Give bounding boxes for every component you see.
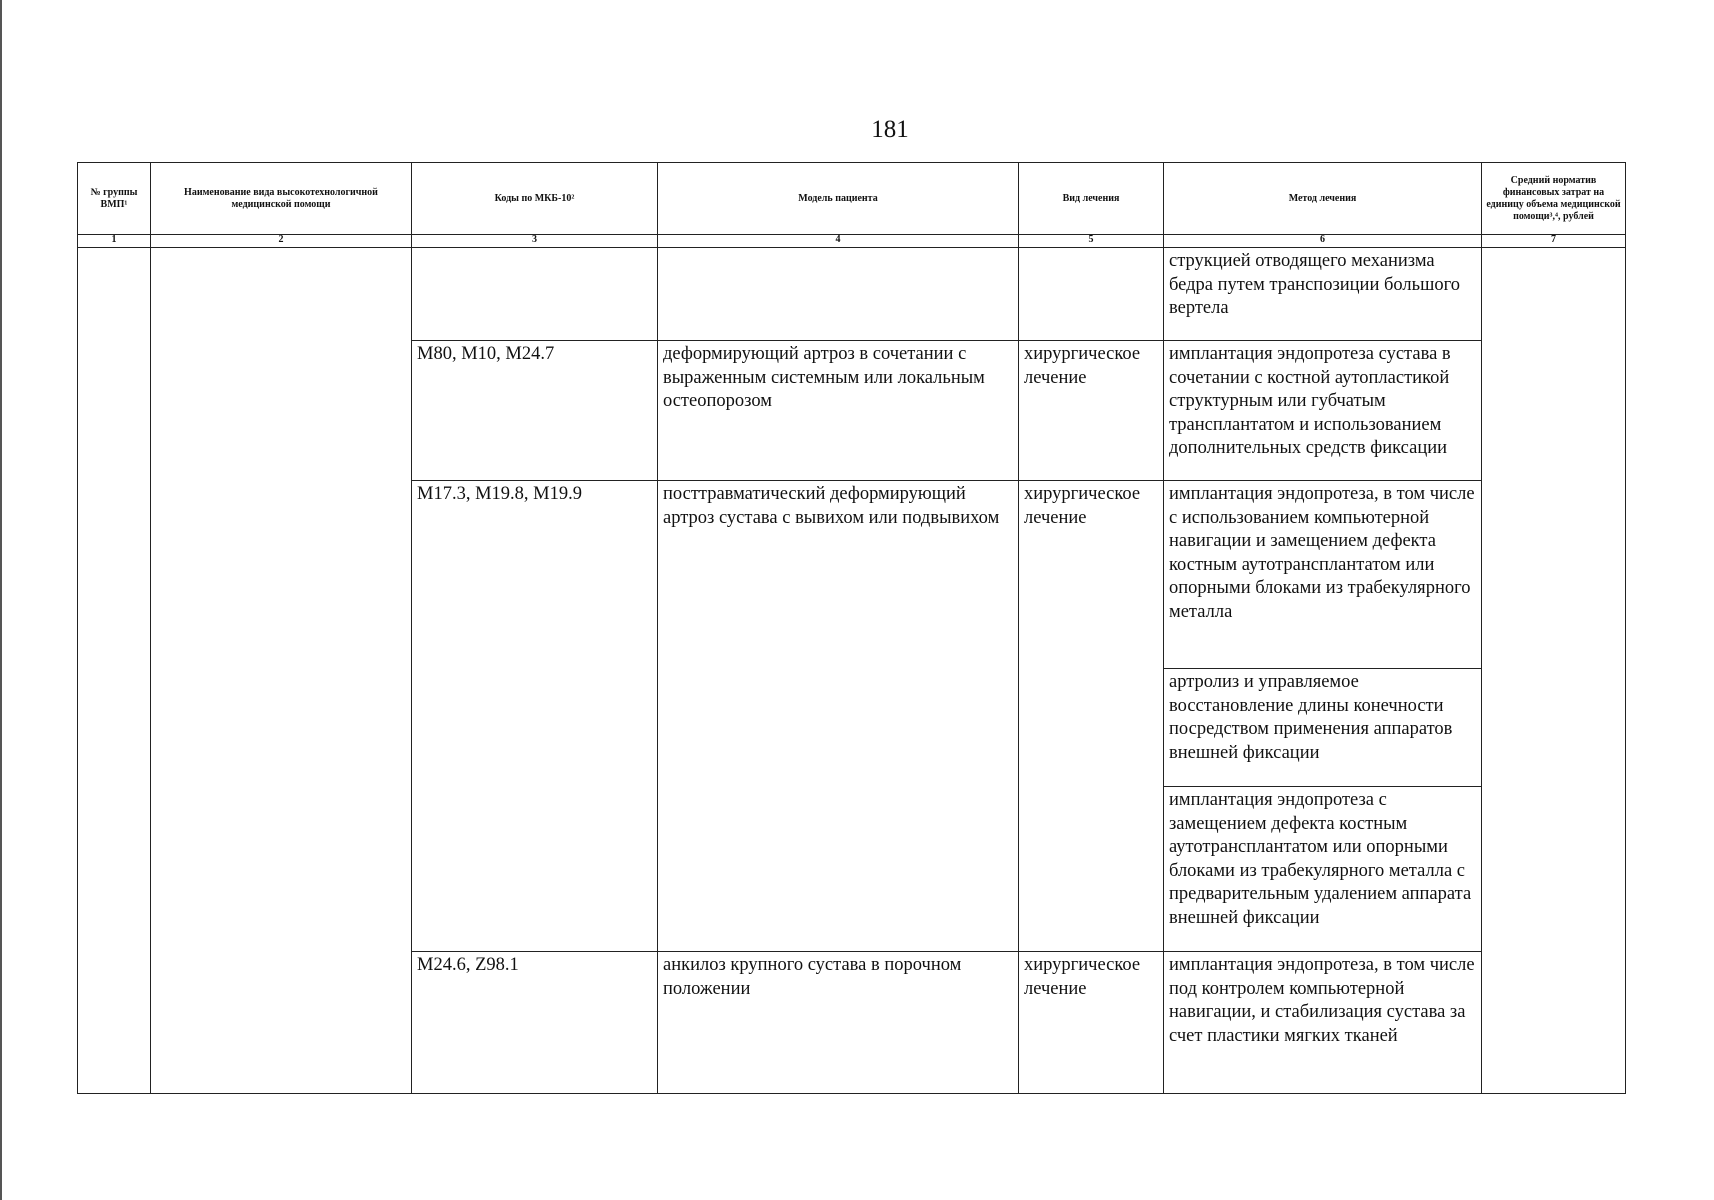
vmp-table (77, 162, 1626, 1094)
icd-codes-cell: M24.6, Z98.1 (412, 952, 658, 1094)
icd-codes-cell (412, 248, 658, 341)
icd-codes-cell: M17.3, M19.8, M19.9 (412, 481, 658, 952)
table-row (78, 248, 1626, 341)
treatment-type-cell: хирургическое лечение (1019, 341, 1164, 481)
patient-model-cell: посттравматический деформирующий артроз сустава с вывихом или подвывихом (658, 481, 1019, 952)
treatment-type-cell (1019, 248, 1164, 341)
header-patient-model: Модель пациента (658, 163, 1019, 235)
column-number: 6 (1164, 235, 1482, 248)
icd-codes-cell: M80, M10, M24.7 (412, 341, 658, 481)
group-number-cell (78, 248, 151, 1094)
cost-standard-cell (1482, 248, 1626, 1094)
treatment-method-cell: имплантация эндопротеза сустава в сочетании с костной аутопластикой структурным или губчатым трансплантатом и использованием дополнительных средств фиксации (1164, 341, 1482, 481)
column-number: 2 (151, 235, 412, 248)
care-type-name-cell (151, 248, 412, 1094)
page-number-text: 181 (871, 116, 909, 143)
column-number: 1 (78, 235, 151, 248)
scan-edge (0, 0, 2, 1200)
patient-model-cell: деформирующий артроз в сочетании с выраженным системным или локальным остеопорозом (658, 341, 1019, 481)
patient-model-cell: анкилоз крупного сустава в порочном положении (658, 952, 1019, 1094)
column-number: 4 (658, 235, 1019, 248)
treatment-method-cell: имплантация эндопротеза, в том числе под контролем компьютерной навигации, и стабилизация сустава за счет пластики мягких тканей (1164, 952, 1482, 1094)
header-cost-standard: Средний норматив финансовых затрат на единицу объема медицинской помощи³,⁴, рублей (1482, 163, 1626, 235)
page-number (0, 116, 1714, 144)
treatment-method-cell: имплантация эндопротеза, в том числе с использованием компьютерной навигации и замещением дефекта костным аутотрансплантатом или опорными блоками из трабекулярного металла (1164, 481, 1482, 669)
header-row (78, 163, 1626, 235)
patient-model-cell (658, 248, 1019, 341)
header-care-type-name: Наименование вида высокотехнологичной медицинской помощи (151, 163, 412, 235)
header-icd-codes: Коды по МКБ-10² (412, 163, 658, 235)
header-group-number: № группы ВМП¹ (78, 163, 151, 235)
treatment-type-cell: хирургическое лечение (1019, 481, 1164, 952)
treatment-method-cell: артролиз и управляемое восстановление длины конечности посредством применения аппаратов внешней фиксации (1164, 669, 1482, 787)
column-number: 3 (412, 235, 658, 248)
treatment-method-cell: имплантация эндопротеза с замещением дефекта костным аутотрансплантатом или опорными блоками из трабекулярного металла с предварительным удалением аппарата внешней фиксации (1164, 787, 1482, 952)
header-treatment-type: Вид лечения (1019, 163, 1164, 235)
column-number: 7 (1482, 235, 1626, 248)
header-treatment-method: Метод лечения (1164, 163, 1482, 235)
column-number: 5 (1019, 235, 1164, 248)
treatment-method-cell: струкцией отводящего механизма бедра путем транспозиции большого вертела (1164, 248, 1482, 341)
column-number-row (78, 235, 1626, 248)
treatment-type-cell: хирургическое лечение (1019, 952, 1164, 1094)
